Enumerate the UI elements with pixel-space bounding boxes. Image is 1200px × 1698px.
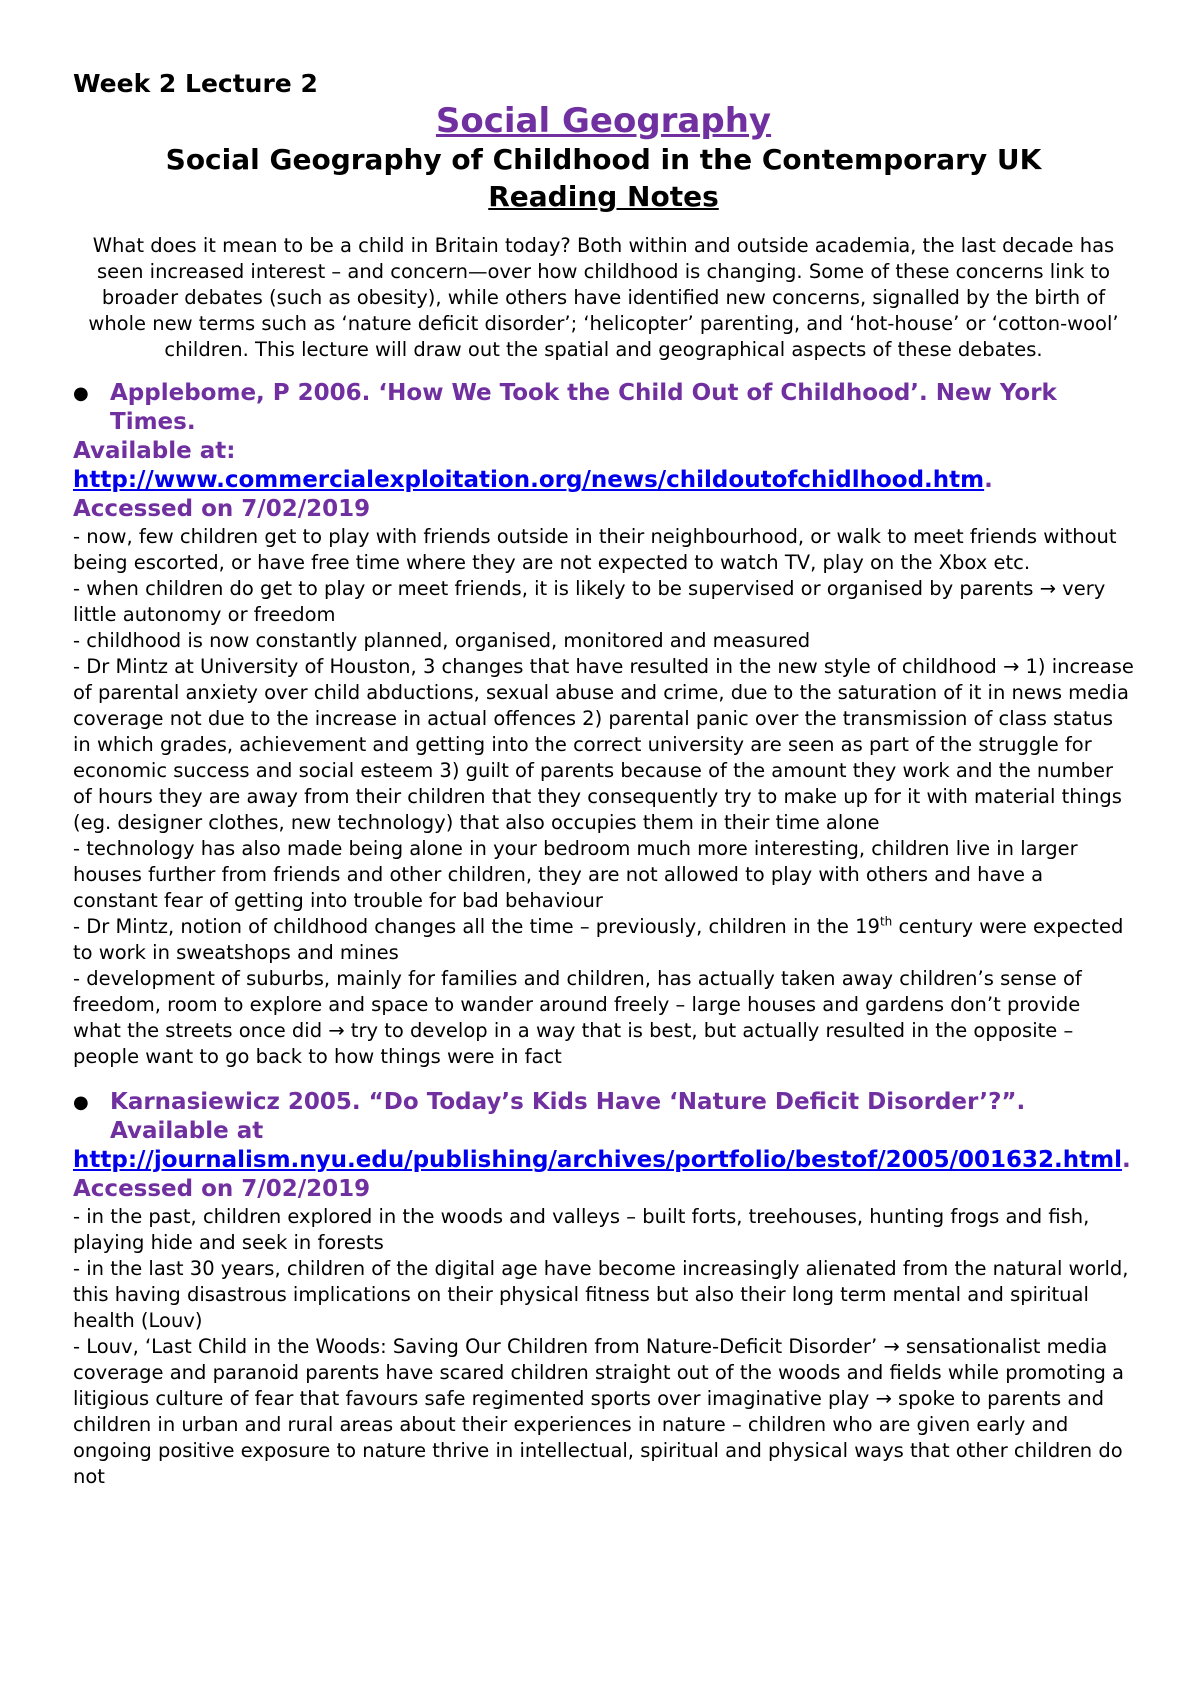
reading-entry — [73, 379, 1134, 1070]
citation-line — [73, 379, 1134, 437]
page-subtitle: Social Geography of Childhood in the Contemporary UK — [165, 143, 1042, 177]
accessed-date: Accessed on 7/02/2019 — [73, 1176, 371, 1203]
available-at-label: Available at: — [73, 438, 236, 465]
bullet-icon: ● — [73, 383, 89, 405]
link-suffix: . — [1122, 1147, 1131, 1174]
reading-notes-heading: Reading Notes — [488, 180, 719, 214]
citation-text: Applebome, P 2006. ‘How We Took the Child Out of Childhood’. New York Times. — [110, 380, 1057, 436]
note-line: - childhood is now constantly planned, organised, monitored and measured — [73, 629, 811, 653]
source-link[interactable]: http://www.commercialexploitation.org/news/childoutofchidlhood.htm — [73, 467, 985, 494]
link-suffix: . — [984, 467, 993, 494]
source-link[interactable]: http://journalism.nyu.edu/publishing/archives/portfolio/bestof/2005/001632.html — [73, 1147, 1123, 1174]
citation-text: Karnasiewicz 2005. “Do Today’s Kids Have ‘Nature Deficit Disorder’?”. Available at — [110, 1089, 1026, 1145]
week-label: Week 2 Lecture 2 — [73, 69, 318, 98]
source-link-line — [73, 1146, 1134, 1204]
note-line: - Dr Mintz at University of Houston, 3 changes that have resulted in the new style of childhood → 1) increase of parental anxiety over child abductions, sexual abuse and crime, due to the saturation of it in news media coverage not due to the increase in actual offences 2) parental panic over the transmission of class status in which grades, achievement and getting into the correct university are seen as part of the struggle for economic success and social esteem 3) guilt of parents because of the amount they work and the number of hours they are away from their children that they consequently try to make up for it with material things (eg. designer clothes, new technology) that also occupies them in their time alone — [73, 655, 1134, 835]
intro-paragraph: What does it mean to be a child in Britain today? Both within and outside academia, the last decade has seen increased interest – and concern—over how childhood is changing. Some of these concerns link to broader debates (such as obesity), while others have identified new concerns, signalled by the birth of whole new terms such as ‘nature deficit disorder’; ‘helicopter’ parenting, and ‘hot-house’ or ‘cotton-wool’ children. This lecture will draw out the spatial and geographical aspects of these debates. — [88, 234, 1119, 362]
citation-line — [73, 1088, 1134, 1146]
reading-entry — [73, 1088, 1134, 1490]
source-link-line — [73, 466, 1134, 495]
page-title: Social Geography — [435, 100, 772, 141]
accessed-date: Accessed on 7/02/2019 — [73, 496, 371, 523]
note-line: - in the past, children explored in the woods and valleys – built forts, treehouses, hunting frogs and fish, playing hide and seek in forests — [73, 1205, 1090, 1255]
note-text: - Dr Mintz, notion of childhood changes all the time – previously, children in the 19 — [73, 915, 880, 939]
note-line: - when children do get to play or meet friends, it is likely to be supervised or organised by parents → very little autonomy or freedom — [73, 577, 1106, 627]
note-line — [73, 914, 1134, 966]
note-line: - technology has also made being alone in your bedroom much more interesting, children live in larger houses further from friends and other children, they are not allowed to play with others and have a constant fear of getting into trouble for bad behaviour — [73, 837, 1078, 913]
note-line: - development of suburbs, mainly for families and children, has actually taken away children’s sense of freedom, room to explore and space to wander around freely – large houses and gardens don’t provide what the streets once did → try to develop in a way that is best, but actually resulted in the opposite – people want to go back to how things were in fact — [73, 967, 1082, 1069]
note-line: - Louv, ‘Last Child in the Woods: Saving Our Children from Nature-Deficit Disorder’ → sensationalist media coverage and paranoid parents have scared children straight out of the woods and fields while promoting a litigious culture of fear that favours safe regimented sports over imaginative play → spoke to parents and children in urban and rural areas about their experiences in nature – children who are given early and ongoing positive exposure to nature thrive in intellectual, spiritual and physical ways that other children do not — [73, 1335, 1125, 1489]
note-line: - now, few children get to play with friends outside in their neighbourhood, or walk to meet friends without being escorted, or have free time where they are not expected to watch TV, play on the Xbox etc. — [73, 525, 1117, 575]
note-text: century were expected to work in sweatshops and mines — [73, 915, 1124, 965]
note-line: - in the last 30 years, children of the digital age have become increasingly alienated from the natural world, this having disastrous implications on their physical fitness but also their long term mental and spiritual health (Louv) — [73, 1257, 1129, 1333]
bullet-icon: ● — [73, 1092, 89, 1114]
superscript: th — [879, 914, 893, 929]
